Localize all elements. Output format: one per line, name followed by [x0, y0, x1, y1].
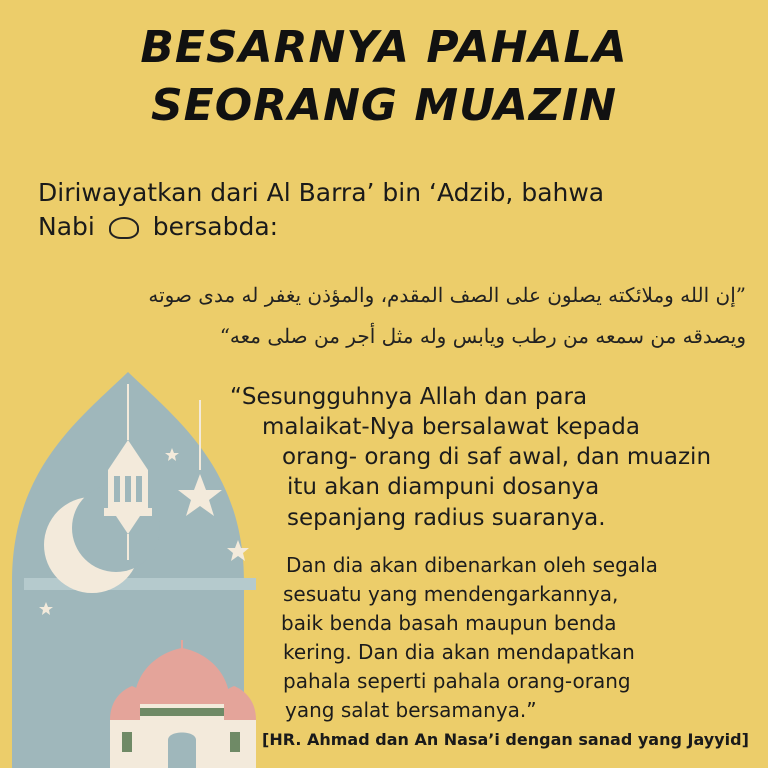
salawat-icon	[109, 217, 139, 239]
quote-line-2: malaikat-Nya bersalawat kepada	[262, 414, 640, 440]
quote-line-4: itu akan diampuni dosanya	[287, 474, 600, 500]
quote-line-5: sepanjang radius suaranya.	[287, 505, 606, 531]
title-line-2: SEORANG MUAZIN	[150, 80, 618, 131]
body-line-1: Dan dia akan dibenarkan oleh segala	[286, 553, 658, 577]
title-line-1: BESARNYA PAHALA	[140, 22, 628, 73]
quote-line-1: “Sesungguhnya Allah dan para	[230, 384, 588, 410]
intro-nabi: Nabi	[38, 212, 95, 241]
arabic-line-1: ”إن الله وملائكته يصلون على الصف المقدم، والمؤذن يغفر له مدى صوته	[148, 283, 746, 307]
intro-line-1: Diriwayatkan dari Al Barra’ bin ‘Adzib, bahwa	[38, 178, 605, 207]
body-line-4: kering. Dan dia akan mendapatkan	[283, 640, 635, 664]
arabic-line-2: ويصدقه من سمعه من رطب ويابس وله مثل أجر من صلى معه“	[219, 324, 746, 348]
hadith-reference: [HR. Ahmad dan An Nasa’i dengan sanad yang Jayyid]	[262, 730, 749, 749]
intro-bersabda: bersabda:	[152, 212, 279, 241]
body-line-5: pahala seperti pahala orang-orang	[283, 669, 631, 693]
intro-line-2	[38, 212, 278, 241]
body-line-3: baik benda basah maupun benda	[281, 611, 617, 635]
mosque-illustration	[0, 360, 290, 768]
body-line-6: yang salat bersamanya.”	[285, 698, 537, 722]
body-line-2: sesuatu yang mendengarkannya,	[283, 582, 619, 606]
quote-line-3: orang- orang di saf awal, dan muazin	[282, 444, 712, 470]
arch-ledge	[24, 578, 256, 590]
